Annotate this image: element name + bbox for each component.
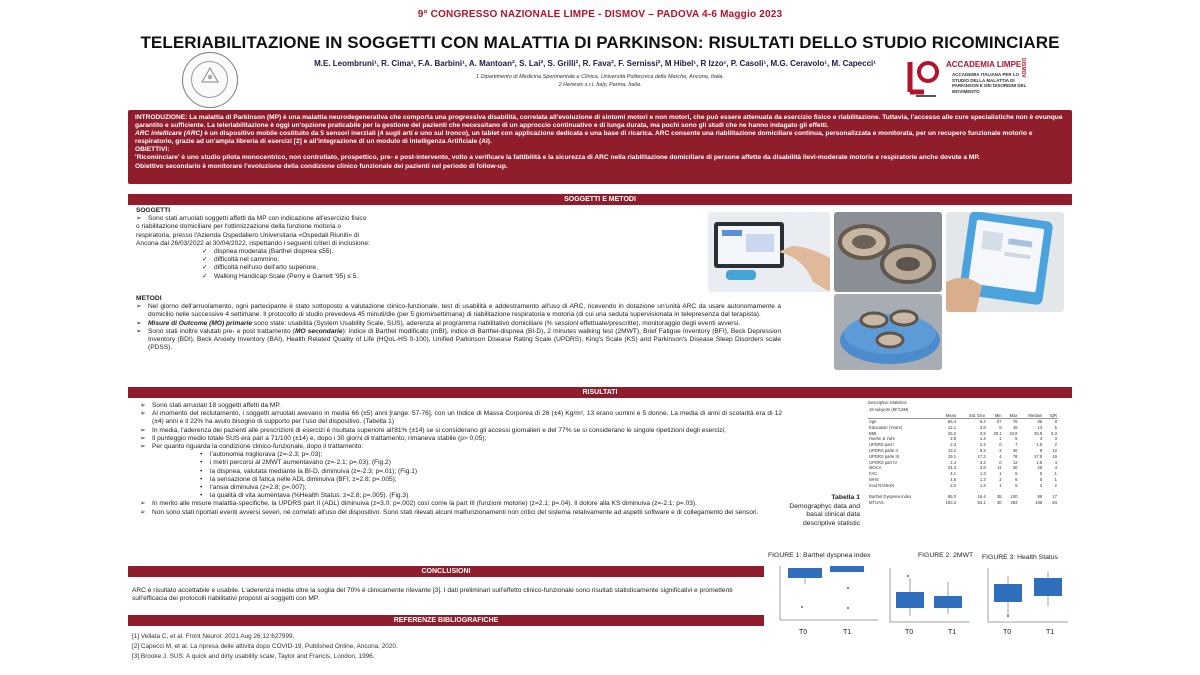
table-cell: 17.5 <box>1034 453 1043 459</box>
stats-table <box>868 407 1058 506</box>
criterion-text: dispnea moderata (Barthel dispnea ≤55). <box>214 248 334 256</box>
table-cell: 66.4 <box>947 419 957 425</box>
soggetti-heading: SOGGETTI <box>136 207 171 214</box>
arc-heading: ARC intellicare (ARC) <box>135 130 203 138</box>
table-cell: 16.4 <box>977 494 986 500</box>
mo-secondary-label: MO secondarie <box>294 327 343 335</box>
limpe-logo <box>900 52 1030 104</box>
result-text: In merito alle misure malattia-specifiche, la UPDRS part II (ADL) diminuiva (z=3.0; p=.002) così come la part III (funzioni motorie) (z=2.1; p=.04). Il dolore alla KS diminuiva (z=-2.1; p=.03). <box>152 500 697 508</box>
table-cell: 1.4 <box>979 436 986 442</box>
metodi-text-1: Nel giorno dell'arruolamento, ogni partecipante è stato sottoposto a valutazione clinico-funzionale, test di usabilità e addestramento all'uso di ARC, ricevendo in dotazione un'unità ARC da usare autonomamente a domicilio nelle successive 4 settimane. Il protocollo di studio prevedeva 45 minuti/die (per 5 giorni/settimana) di riabilitazione respiratoria e motoria (di cui una seduta supervisionata in telepresenza dal terapista). <box>148 303 781 319</box>
table-cell: 1 <box>999 471 1002 477</box>
table-cell: 34.9 <box>1009 430 1018 436</box>
table-cell: 1.5 <box>1036 459 1043 465</box>
metodi-text-3c: ): indice di Barthel modificato (mBI), indice di Barthel-dispnea (BI-D), 2 minutes walking test (2MWT), Brief Fatigue Inventory (BFI), Beck Depression Inventory (BDI), Beck Anxiety Inventory (BAI), Health Related Quality of Life (HQoL-HS 0-100), Unified Parkinson Disease Rating Scale (UPDRS), King's Scale (KS) and Parkinson's Disease Sleep Disorders scale (PDSS). <box>148 327 781 352</box>
dot-bullet-icon: • <box>200 467 203 475</box>
soggetti-line-3: respiratoria, presso l'Azienda Ospedaliero Universitaria «Ospedali Riuniti» di <box>136 231 359 239</box>
criterion-text: difficoltà nell'uso dell'arto superiore, <box>214 264 318 272</box>
criterion-item <box>136 256 426 264</box>
result-text: Per quanto riguarda la condizione clinico-funzionale, dopo il trattamento: <box>152 443 364 451</box>
criterion-text: Walking Handicap Scale (Perry e Garrett '95) ≤ 5. <box>214 272 359 280</box>
outcome-text: i metri percorsi al 2MWT aumentavano (z=-2.1; p=.03); (Fig.2) <box>210 459 391 467</box>
table-cell: 283 <box>1010 500 1018 506</box>
table-cell: 4 <box>1054 465 1057 471</box>
table-cell: 13.2 <box>947 447 957 453</box>
photo-sensors <box>834 212 942 292</box>
table-cell: 6 <box>1015 476 1018 482</box>
table-cell: 3.8 <box>979 465 986 471</box>
fig2-label-t0: T0 <box>905 629 914 636</box>
table-cell: UPDRS part I <box>869 442 895 448</box>
table-cell: Education (Years) <box>869 424 903 430</box>
fig1-label-t0: T0 <box>799 629 808 636</box>
figure-3-boxplot <box>984 566 1070 626</box>
table-cell: 2.2 <box>979 442 986 448</box>
table-cell: 1.3 <box>979 471 986 477</box>
result-bullet <box>140 427 782 435</box>
table-cell: 57 <box>996 419 1002 425</box>
objective-primary: 'Ricominciare' è uno studio pilota monocentrico, non controllato, prospettico, pre- e post-intervento, volto a verificare la fattibilità e la sicurezza di ARC nella riabilitazione domiciliare di persone affette da disabilità lievi-moderate motorie e respiratorie anche dovute a MP. <box>135 154 980 162</box>
dot-bullet-icon: • <box>200 451 203 459</box>
arrow-bullet-icon: ➢ <box>140 434 146 442</box>
table-cell: UPDRS part IV <box>869 459 898 465</box>
result-bullet <box>140 410 782 426</box>
table-cell: Hoehn & Yahr <box>869 436 895 442</box>
section-bar-references: REFERENZE BIBLIOGRAFICHE <box>128 615 764 626</box>
table-cell: 195 <box>1035 500 1043 506</box>
arrow-bullet-icon: ➢ <box>140 500 146 508</box>
table-cell: 3.8 <box>979 424 986 430</box>
criterion-item <box>136 273 426 281</box>
table-cell: 13 <box>1037 424 1043 430</box>
table-cell: 30 <box>1012 465 1018 471</box>
table-cell: 3 <box>1039 436 1043 442</box>
table-header-cell: Mean <box>938 413 958 419</box>
affiliation-2: 2 Henesis s.r.l. Italy, Parma, Italia. <box>558 82 642 88</box>
fig3-label-t1: T1 <box>1046 629 1055 636</box>
result-bullet <box>140 435 782 443</box>
dot-bullet-icon: • <box>200 459 203 467</box>
table-cell: 2 <box>999 447 1002 453</box>
criterion-item <box>136 264 426 272</box>
affiliations <box>330 73 870 89</box>
seal-icon <box>200 66 220 84</box>
figure-2-title: FIGURE 2: 2MWT <box>918 552 974 559</box>
table-cell: Age <box>869 419 877 425</box>
table-cell: UPDRS parte II <box>869 447 898 453</box>
table-cell: 4 <box>1054 459 1057 465</box>
table-cell: 64.1 <box>977 500 986 506</box>
soggetti-block <box>136 207 426 281</box>
table-cell: 4.1 <box>950 471 957 477</box>
result-bullet <box>140 500 782 508</box>
metodi-bullet <box>136 320 781 328</box>
table-cell: 20.1 <box>993 430 1002 436</box>
arrow-bullet-icon: ➢ <box>140 508 146 516</box>
photo-tablet-app <box>946 212 1064 312</box>
table-cell: 19.1 <box>947 453 957 459</box>
photo-tablet-hand <box>708 212 830 292</box>
table-cell: 5 <box>1015 436 1018 442</box>
table-cell: UPDRS parte III <box>869 453 900 459</box>
table-cell: FAC <box>869 471 878 477</box>
table-cell: 0 <box>999 459 1002 465</box>
poster-title: TELERIABILITAZIONE IN SOGGETTI CON MALATTIA DI PARKINSON: RISULTATI DELLO STUDIO RICOMINCIARE <box>140 33 1060 52</box>
limpe-title: ACCADEMIA LIMPE <box>946 60 1022 69</box>
descriptive-table <box>868 400 1058 506</box>
references-list <box>132 632 752 662</box>
figure-3-title: FIGURE 3: Health Status <box>982 554 1058 561</box>
table-header-cell: Min <box>987 413 1003 419</box>
table-cell: 2.2 <box>950 482 957 488</box>
figure-1-title: FIGURE 1: Barthel dyspnea index <box>768 552 871 559</box>
outcome-text: la dispnea, valutata mediante la BI-D, diminuiva (z=-2.3; p=.01); (Fig.1) <box>210 467 418 475</box>
table-cell: 76 <box>1012 453 1018 459</box>
table-cell: 30 <box>996 500 1002 506</box>
dot-bullet-icon: • <box>200 475 203 483</box>
table-cell: 3.9 <box>979 430 986 436</box>
table-cell: 2 <box>1054 482 1057 488</box>
table-cell: 16 <box>1052 453 1057 459</box>
arrow-bullet-icon: ➢ <box>140 410 146 418</box>
fig2-label-t1: T1 <box>948 629 957 636</box>
result-bullet <box>140 443 782 451</box>
outcome-item <box>140 459 782 467</box>
table-caption <box>782 494 860 528</box>
arrow-bullet-icon: ➢ <box>136 319 142 327</box>
soggetti-paragraph <box>136 215 426 223</box>
dot-bullet-icon: • <box>200 492 203 500</box>
limpe-mark-icon <box>902 56 942 100</box>
table-cell: 4.6 <box>950 476 957 482</box>
limpe-dismov: DISMOV <box>1020 58 1026 78</box>
table-title: Descriptive Statistics <box>868 400 907 405</box>
section-bar-methods: SOGGETTI E METODI <box>128 194 1072 205</box>
table-cell: 25 <box>1037 465 1043 471</box>
criterion-item <box>136 248 426 256</box>
result-text: Non sono stati riportati eventi avversi severi, né correlati all'uso del dispositivo. Sono stati rilevati alcuni malfunzionamenti non critici del sistema relativamente ad aspetti software e di collegamento dei sensori. <box>152 508 759 516</box>
arrow-bullet-icon: ➢ <box>140 443 146 451</box>
fig3-label-t0: T0 <box>1003 629 1012 636</box>
table-cell: 5 <box>1015 482 1018 488</box>
objective-secondary: Obiettivo secondario è monitorare l'evoluzione della condizione clinico funzionale dei pazienti nel periodo di follow-up. <box>135 162 508 170</box>
table-cell: 0 <box>999 442 1002 448</box>
result-bullet <box>140 402 782 410</box>
table-cell: 5 <box>1039 476 1043 482</box>
result-text: Al momento del reclutamento, i soggetti arruolati avevano in media 66 (±5) anni [range: 57-76], con un Indice di Massa Corporea di 26 (±4) Kg/m², 13 erano uomini e 5 donne. La media di anni di scolarità era di 12 (±4) anni e il 22% ha avuto bisogno di supporto per l'uso del dispositivo. (Tabella 1) <box>152 410 782 426</box>
table-cell: 26.2 <box>947 430 957 436</box>
metodi-block <box>136 295 781 352</box>
table-cell: 1 <box>999 436 1002 442</box>
outcome-item <box>140 451 782 459</box>
university-logo <box>182 52 238 108</box>
arrow-bullet-icon: ➢ <box>136 303 142 311</box>
table-cell: 1 <box>1054 471 1057 477</box>
check-icon: ✓ <box>202 272 208 280</box>
table-cell: MTUAS <box>869 500 884 506</box>
table-header-cell: Std. Dev. <box>957 413 987 419</box>
table-cell: 89 <box>1037 494 1043 500</box>
authors: M.E. Leombruni¹, R. Cima¹, F.A. Barbini¹, A. Mantoan², S. Lai², S. Grilli², R. Fava², F. Sernissi², M Hibel¹, R Izzo¹, P. Casoli¹, M.G. Ceravolo¹, M. Capecci¹ <box>314 59 876 68</box>
table-cell: Barthel Dyspnea Index <box>869 494 912 500</box>
outcome-item <box>140 484 782 492</box>
table-cell: 2 <box>999 476 1002 482</box>
metodi-text-2: sono state: usabilità (System Usability Scale, SUS), aderenza al programma riabilitativo domiciliare (% sessioni effettuate/prescritte), monitoraggio degli eventi avversi. <box>252 319 741 327</box>
table-cell: 76 <box>1012 419 1018 425</box>
table-cell: 5 <box>1054 424 1057 430</box>
section-bar-conclusions: CONCLUSIONI <box>128 566 764 577</box>
congress-title: 9° CONGRESSO NAZIONALE LIMPE - DISMOV – PADOVA 4-6 Maggio 2023 <box>417 9 783 20</box>
table-cell: 10 <box>1052 447 1057 453</box>
table-cell: BMI <box>869 430 877 436</box>
table-cell: 9 <box>1039 447 1043 453</box>
section-bar-results: RISULTATI <box>128 387 1072 398</box>
table-cell: 85.0 <box>947 494 957 500</box>
table-cell: 5 <box>1015 471 1018 477</box>
soggetti-line-1: Sono stati arruolati soggetti affetti da MP con indicazione all'esercizio fisico <box>148 215 367 223</box>
table-cell: 17 <box>1052 494 1057 500</box>
table-cell: 100 <box>1010 494 1018 500</box>
table-caption-label: Tabella 1 <box>831 494 860 501</box>
fig1-label-t1: T1 <box>843 629 852 636</box>
table-cell: 193.4 <box>945 500 957 506</box>
table-cell: 38 <box>996 494 1002 500</box>
table-cell: 1 <box>999 482 1002 488</box>
outcome-text: la sensazione di fatica nelle ADL diminuiva (BFI; z=2.8; p=.005); <box>210 475 397 483</box>
outcome-item <box>140 476 782 484</box>
table-cell: 40 <box>1012 447 1018 453</box>
table-cell: 84 <box>1052 500 1057 506</box>
table-cell: 24.3 <box>947 465 957 471</box>
outcome-text: la qualità di vita aumentava (%Health Status: z=2.8; p=.005). (Fig.3) <box>210 492 409 500</box>
table-cell: 9.3 <box>979 447 986 453</box>
table-cell: 2.3 <box>950 442 957 448</box>
table-cell: 3 <box>1054 436 1057 442</box>
check-icon: ✓ <box>202 256 208 264</box>
table-cell: 5.3 <box>1051 430 1057 436</box>
reference-item: [2] Capecci M, et al. La ripresa delle attività dopo COVID-19, Published Online, Ancona, 2020. <box>132 643 398 650</box>
table-cell: 2.4 <box>950 459 957 465</box>
limpe-subtitle: ACCADEMIA ITALIANA PER LO STUDIO DELLA MALATTIA DI PARKINSON E DEI DISORDINI DEL MOVIMENTO <box>952 72 1027 94</box>
table-cell: 5 <box>1039 471 1043 477</box>
outcome-item <box>140 492 782 500</box>
arrow-bullet-icon: ➢ <box>136 327 142 335</box>
intro-text: La malattia di Parkinson (MP) è una malattia neurodegenerativa che comporta una progressiva disabilità, correlata all'evoluzione di sintomi motori e non motori, che può essere attenuata da esercizio fisico e riabilitazione. Tuttavia, l'accesso alle cure specialistiche non è ovunque garantito e sufficiente. La teleriabilitazione è oggi un'opzione praticabile per la gestione dei pazienti che necessitano di un approccio continuativo e di lunga durata, ma pochi sono gli studi che ne hanno indagato gli effetti. <box>135 114 1063 130</box>
table-cell: 26.9 <box>1034 430 1043 436</box>
table-header-cell: IQR <box>1043 413 1058 419</box>
table-cell: MOCA <box>869 465 882 471</box>
objectives-heading: OBIETTIVI: <box>135 146 170 154</box>
table-header-cell: Max <box>1003 413 1019 419</box>
reference-item: [3] Brooke J. SUS: A quick and dirty usability scale, Taylor and Francis, London, 1996. <box>132 653 375 660</box>
check-icon: ✓ <box>202 248 208 256</box>
intro-heading: INTRODUZIONE: <box>135 114 188 121</box>
table-cell: 2 <box>1054 442 1057 448</box>
soggetti-line-4: Ancona dal 26/03/2022 al 30/04/2022, rispettando i seguenti criteri di inclusione: <box>136 239 370 247</box>
arrow-bullet-icon: ➢ <box>136 215 142 223</box>
metodi-bullet <box>136 328 781 353</box>
photo-charging-base <box>834 294 942 370</box>
table-cell: 5.4 <box>979 419 986 425</box>
table-header-cell: Median <box>1019 413 1044 419</box>
outcome-text: l'ansia diminuiva (z=2.8; p=.007); <box>210 484 307 492</box>
figure-2-boxplot <box>886 566 972 626</box>
table-cell: WHS <box>869 476 879 482</box>
table-cell: mod RANKIN <box>869 482 895 488</box>
risultati-block <box>140 402 782 517</box>
table-cell: 4 <box>999 453 1002 459</box>
conclusions-text: ARC è risultato accettabile e usabile. L'aderenza media oltre la soglia del 70% è clinicamente rilevante [3]. I dati preliminari sull'effetto clinico-funzionale sono risultati statisticamente significativi e promettenti sull'efficacia dei protocolli riabilitativi proposti ai soggetti con MP. <box>132 587 733 603</box>
result-text: In media, l'aderenza dei pazienti alle prescrizioni di esercizi è risultata superiore all'81% (±14) se si considerano gli accessi giornalieri e del 77% se si considerano le singole ripetizioni degli esercizi; <box>152 426 726 434</box>
table-cell: 11 <box>997 465 1002 471</box>
table-row <box>868 500 1058 506</box>
table-cell: 12.1 <box>947 424 957 430</box>
arrow-bullet-icon: ➢ <box>140 426 146 434</box>
introduction-box <box>128 110 1072 184</box>
result-bullet <box>140 509 782 517</box>
table-cell: 17.3 <box>977 453 986 459</box>
arc-text: è un dispositivo mobile costituito da 5 sensori inerziali (4 sugli arti e uno sul tronco), un tablet con applicazione dedicata e una base di ricarica. ARC consente una riabilitazione domiciliare continua, personalizzata e monitorata, per un recupero funzionale motorio e respiratorio, grazie ad un'ampia libreria di esercizi [2] e all'integrazione di un modulo di Intelligenza Artificiale (AI). <box>135 130 1033 146</box>
table-cell: 2 <box>1039 482 1043 488</box>
table-cell: 1.3 <box>979 482 986 488</box>
table-cell: 18 <box>1012 424 1018 430</box>
dot-bullet-icon: • <box>200 484 203 492</box>
mo-primary-label: Misure di Outcome (MO) primarie <box>148 319 253 327</box>
table-subtitle: 18 subjects (5F/13M) <box>869 407 909 413</box>
table-cell: 2.8 <box>950 436 957 442</box>
reference-item: [1] Vellata C, et al. Front Neurol. 2021 Aug 26;12:627999. <box>132 633 295 640</box>
outcome-text: l'autonomia migliorava (z=-2.3; p=.03); <box>210 451 323 459</box>
table-cell: 7 <box>1015 442 1018 448</box>
figure-1-boxplot <box>768 562 880 626</box>
soggetti-line-2: o riabilitazione domiciliare per l'ottimizzazione della funzione motoria o <box>136 223 342 231</box>
table-cell: 1.5 <box>1036 442 1043 448</box>
check-icon: ✓ <box>202 264 208 272</box>
metodi-heading: METODI <box>136 295 162 302</box>
table-cell: 3.2 <box>979 459 986 465</box>
table-cell: 1 <box>1054 476 1057 482</box>
affiliation-1: 1 Dipartimento di Medicina Sperimentale e Clinica, Università Politecnica delle Marche, Ancona, Italia. <box>475 74 725 80</box>
table-cell: 8 <box>1054 419 1057 425</box>
result-text: Sono stati arruolati 18 soggetti affetti da MP. <box>152 402 281 409</box>
table-cell: 1.3 <box>979 476 986 482</box>
table-cell: 8 <box>999 424 1002 430</box>
arrow-bullet-icon: ➢ <box>140 402 146 409</box>
metodi-text-3a: Sono stati inoltre valutati pre- e post trattamento ( <box>148 327 295 335</box>
result-text: Il punteggio medio totale SUS era pari a 71/100 (±14) e, dopo i 30 giorni di trattamento, rimaneva stabile (p> 0,05); <box>152 434 487 442</box>
table-caption-text: Demographyc data and basal clinical data descriptive statistic <box>789 502 860 527</box>
table-cell: 66 <box>1037 419 1043 425</box>
table-cell: 12 <box>1012 459 1018 465</box>
criterion-text: difficoltà nel cammino, <box>214 256 280 264</box>
outcome-item <box>140 468 782 476</box>
metodi-bullet <box>136 303 781 319</box>
